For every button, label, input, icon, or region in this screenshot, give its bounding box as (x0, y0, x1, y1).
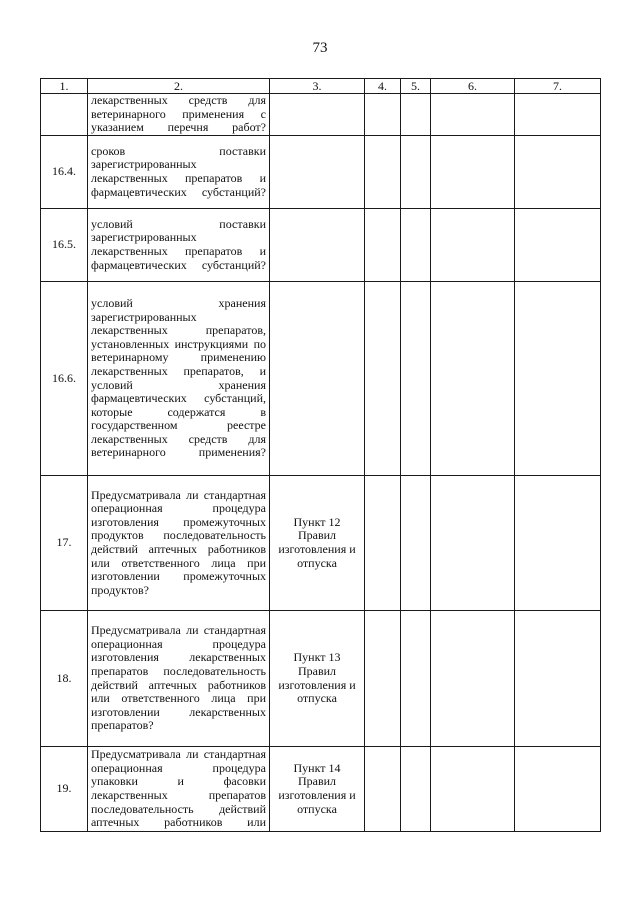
answer-cell[interactable] (365, 94, 401, 136)
legal-reference: Пункт 12 Правил изготовления и отпуска (270, 476, 365, 611)
answer-cell[interactable] (365, 747, 401, 832)
column-header: 2. (88, 79, 270, 94)
table-header-row (41, 79, 601, 94)
legal-reference (270, 136, 365, 209)
column-header: 6. (431, 79, 515, 94)
column-header: 7. (515, 79, 601, 94)
answer-cell[interactable] (431, 747, 515, 832)
answer-cell[interactable] (401, 282, 431, 476)
answer-cell[interactable] (401, 476, 431, 611)
item-number: 18. (41, 611, 88, 747)
answer-cell[interactable] (401, 209, 431, 282)
legal-reference: Пункт 13 Правил изготовления и отпуска (270, 611, 365, 747)
table-row (41, 611, 601, 747)
answer-cell[interactable] (365, 209, 401, 282)
answer-cell[interactable] (401, 136, 431, 209)
column-header: 5. (401, 79, 431, 94)
answer-cell[interactable] (365, 611, 401, 747)
item-number: 16.6. (41, 282, 88, 476)
answer-cell[interactable] (515, 136, 601, 209)
question-text: лекарственных средств для ветеринарного применения с указанием перечня работ? (88, 94, 270, 136)
question-text: условий поставки зарегистрированных лекарственных препаратов и фармацевтических субстанций? (88, 209, 270, 282)
legal-reference: Пункт 14 Правил изготовления и отпуска (270, 747, 365, 832)
table-row (41, 94, 601, 136)
answer-cell[interactable] (515, 747, 601, 832)
answer-cell[interactable] (365, 282, 401, 476)
answer-cell[interactable] (431, 209, 515, 282)
answer-cell[interactable] (431, 136, 515, 209)
checklist-table (40, 78, 601, 832)
answer-cell[interactable] (515, 282, 601, 476)
answer-cell[interactable] (401, 94, 431, 136)
answer-cell[interactable] (431, 611, 515, 747)
legal-reference (270, 282, 365, 476)
answer-cell[interactable] (401, 747, 431, 832)
question-text: Предусматривала ли стандартная операционная процедура упаковки и фасовки лекарственных препаратов последовательность действий аптечных работников или (88, 747, 270, 832)
item-number: 16.5. (41, 209, 88, 282)
column-header: 1. (41, 79, 88, 94)
table-row (41, 747, 601, 832)
answer-cell[interactable] (515, 611, 601, 747)
item-number: 16.4. (41, 136, 88, 209)
legal-reference (270, 209, 365, 282)
answer-cell[interactable] (515, 209, 601, 282)
table-row (41, 282, 601, 476)
answer-cell[interactable] (431, 476, 515, 611)
column-header: 3. (270, 79, 365, 94)
table-row (41, 209, 601, 282)
answer-cell[interactable] (431, 282, 515, 476)
item-number (41, 94, 88, 136)
answer-cell[interactable] (515, 476, 601, 611)
question-text: условий хранения зарегистрированных лекарственных препаратов, установленных инструкциями по ветеринарному применению лекарственных препаратов, и условий хранения фармацевтических субстанций, которые содержатся в государственном реестре лекарственных средств для ветеринарного применения? (88, 282, 270, 476)
question-text: сроков поставки зарегистрированных лекарственных препаратов и фармацевтических субстанций? (88, 136, 270, 209)
question-text: Предусматривала ли стандартная операционная процедура изготовления лекарственных препаратов последовательность действий аптечных работников или ответственного лица при изготовлении лекарственных препаратов? (88, 611, 270, 747)
column-header: 4. (365, 79, 401, 94)
answer-cell[interactable] (365, 136, 401, 209)
page-number: 73 (312, 40, 328, 56)
answer-cell[interactable] (365, 476, 401, 611)
answer-cell[interactable] (515, 94, 601, 136)
answer-cell[interactable] (401, 611, 431, 747)
item-number: 19. (41, 747, 88, 832)
question-text: Предусматривала ли стандартная операционная процедура изготовления промежуточных продуктов последовательность действий аптечных работников или ответственного лица при изготовлении промежуточных продуктов? (88, 476, 270, 611)
table-row (41, 136, 601, 209)
answer-cell[interactable] (431, 94, 515, 136)
item-number: 17. (41, 476, 88, 611)
table-row (41, 476, 601, 611)
legal-reference (270, 94, 365, 136)
